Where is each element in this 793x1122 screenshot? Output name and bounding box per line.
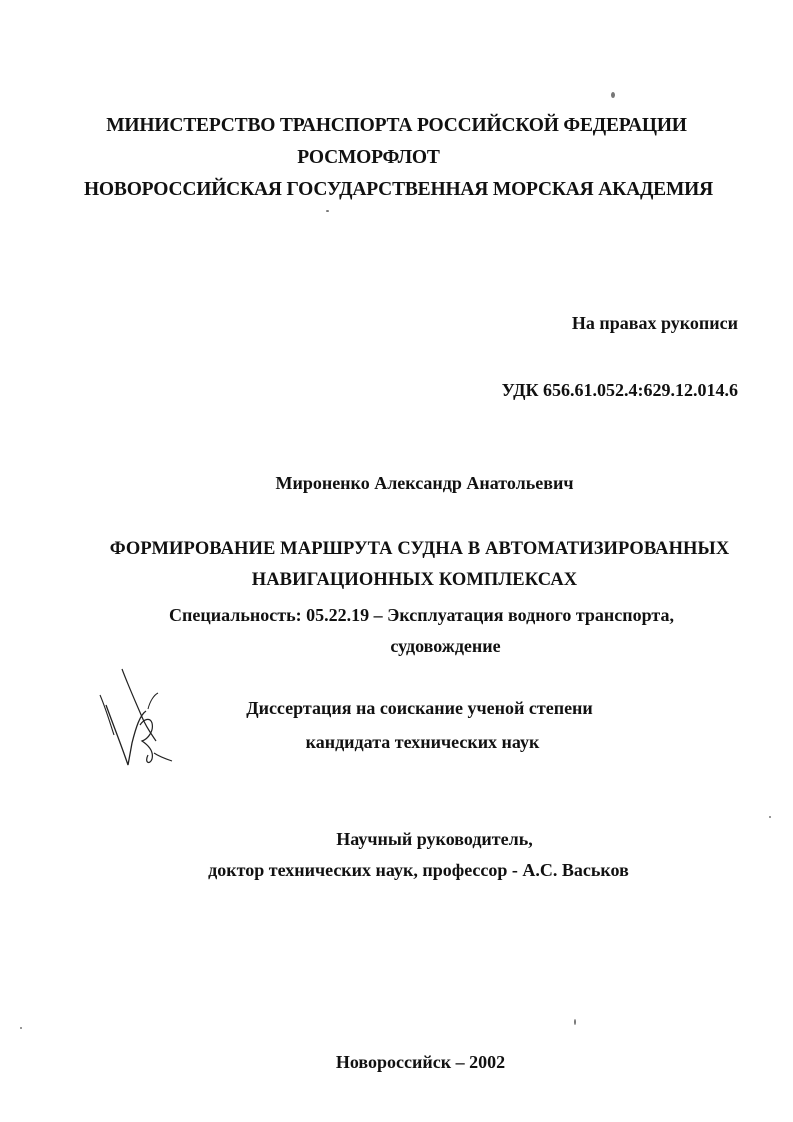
manuscript-rights: На правах рукописи	[571, 313, 738, 333]
ministry-heading: МИНИСТЕРСТВО ТРАНСПОРТА РОССИЙСКОЙ ФЕДЕРАЦИИ	[106, 115, 687, 136]
dissertation-line-1: Диссертация на соискание ученой степени	[246, 698, 593, 718]
scan-speck	[326, 210, 329, 212]
thesis-title-line-2: НАВИГАЦИОННЫХ КОМПЛЕКСАХ	[251, 570, 578, 590]
dissertation-line-2: кандидата технических наук	[305, 732, 540, 752]
thesis-title-line-1: ФОРМИРОВАНИЕ МАРШРУТА СУДНА В АВТОМАТИЗИРОВАННЫХ	[109, 539, 730, 559]
city-year: Новороссийск – 2002	[335, 1052, 506, 1072]
scan-speck	[769, 816, 771, 818]
agency-heading: РОСМОРФЛОТ	[297, 147, 440, 168]
supervisor-line-1: Научный руководитель,	[336, 829, 533, 849]
signature-mark	[92, 665, 187, 775]
scan-speck	[611, 92, 615, 98]
scan-speck	[20, 1027, 22, 1029]
scan-speck	[574, 1019, 576, 1025]
supervisor-line-2: доктор технических наук, профессор - А.С. Васьков	[208, 860, 629, 880]
udk-code: УДК 656.61.052.4:629.12.014.6	[501, 380, 738, 400]
academy-heading: НОВОРОССИЙСКАЯ ГОСУДАРСТВЕННАЯ МОРСКАЯ АКАДЕМИЯ	[83, 179, 714, 200]
author-name: Мироненко Александр Анатольевич	[275, 473, 574, 493]
specialty-line-2: судовождение	[390, 636, 501, 656]
specialty-line-1: Специальность: 05.22.19 – Эксплуатация водного транспорта,	[169, 605, 674, 625]
